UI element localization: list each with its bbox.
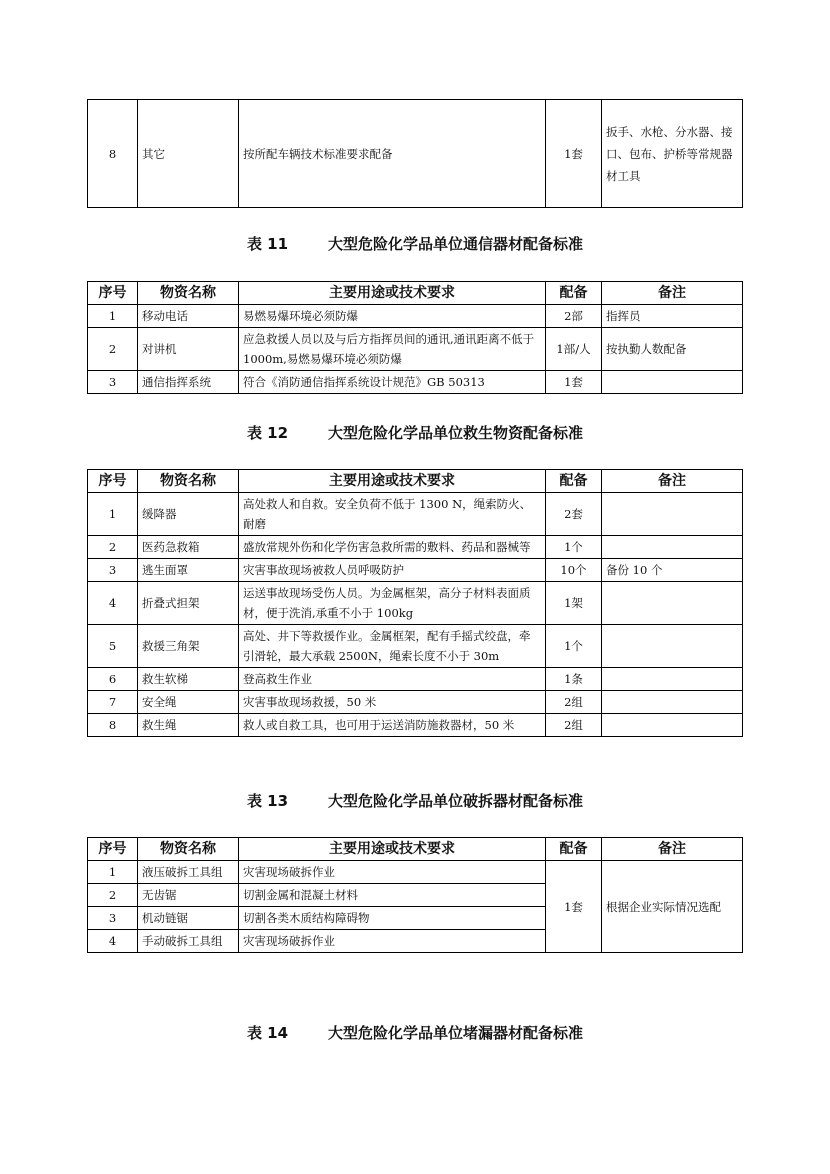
cell-desc: 灾害事故现场救援，50 米: [239, 691, 546, 714]
cell-no: 1: [88, 493, 138, 536]
cell-name: 手动破拆工具组: [138, 930, 239, 953]
cell-name: 救援三角架: [138, 625, 239, 668]
table-13-number: 表 13: [246, 792, 289, 810]
table-row: [88, 668, 743, 691]
header-desc: 主要用途或技术要求: [239, 282, 546, 305]
cell-qty: 1架: [546, 582, 602, 625]
cell-note: 根据企业实际情况选配: [602, 861, 743, 953]
table-11: [87, 281, 743, 394]
cell-desc: 登高救生作业: [239, 668, 546, 691]
cell-desc: 按所配车辆技术标准要求配备: [239, 100, 546, 208]
table-14-title: 大型危险化学品单位堵漏器材配备标准: [328, 1024, 584, 1042]
cell-no: 1: [88, 861, 138, 884]
cell-qty: 1套: [546, 371, 602, 394]
table-10-tail: [87, 99, 743, 208]
cell-qty: 1个: [546, 625, 602, 668]
cell-note: [602, 493, 743, 536]
cell-desc: 符合《消防通信指挥系统设计规范》GB 50313: [239, 371, 546, 394]
cell-no: 3: [88, 559, 138, 582]
cell-name: 液压破拆工具组: [138, 861, 239, 884]
header-note: 备注: [602, 838, 743, 861]
table-row: [88, 582, 743, 625]
cell-no: 3: [88, 907, 138, 930]
table-14-caption: [0, 1022, 830, 1043]
cell-qty: 2套: [546, 493, 602, 536]
table-11-title: 大型危险化学品单位通信器材配备标准: [328, 235, 584, 253]
cell-qty: 10个: [546, 559, 602, 582]
header-name: 物资名称: [138, 470, 239, 493]
header-desc: 主要用途或技术要求: [239, 470, 546, 493]
table-row: [88, 493, 743, 536]
table-13: [87, 837, 743, 953]
cell-no: 4: [88, 582, 138, 625]
table-13-caption: [0, 790, 830, 811]
cell-note: 指挥员: [602, 305, 743, 328]
cell-qty: 2组: [546, 691, 602, 714]
cell-name: 救生软梯: [138, 668, 239, 691]
cell-name: 折叠式担架: [138, 582, 239, 625]
cell-qty: 1条: [546, 668, 602, 691]
cell-desc: 高处救人和自救。安全负荷不低于 1300 N，绳索防火、耐磨: [239, 493, 546, 536]
cell-desc: 灾害事故现场被救人员呼吸防护: [239, 559, 546, 582]
table-row: [88, 559, 743, 582]
header-name: 物资名称: [138, 282, 239, 305]
cell-qty: 1个: [546, 536, 602, 559]
cell-name: 通信指挥系统: [138, 371, 239, 394]
cell-desc: 切割金属和混凝土材料: [239, 884, 546, 907]
cell-desc: 应急救援人员以及与后方指挥员间的通讯,通讯距离不低于 1000m,易燃易爆环境必须防爆: [239, 328, 546, 371]
table-13-title: 大型危险化学品单位破拆器材配备标准: [328, 792, 584, 810]
cell-no: 1: [88, 305, 138, 328]
header-qty: 配备: [546, 838, 602, 861]
table-12-caption: [0, 422, 830, 443]
table-row: [88, 861, 743, 884]
cell-note: [602, 536, 743, 559]
cell-qty: 2部: [546, 305, 602, 328]
header-no: 序号: [88, 470, 138, 493]
cell-note: 扳手、水枪、分水器、接口、包布、护桥等常规器材工具: [602, 100, 743, 208]
cell-no: 4: [88, 930, 138, 953]
table-row: [88, 100, 743, 208]
cell-name: 机动链锯: [138, 907, 239, 930]
table-row: [88, 536, 743, 559]
table-14-number: 表 14: [246, 1024, 289, 1042]
table-11-number: 表 11: [246, 235, 289, 253]
cell-no: 5: [88, 625, 138, 668]
cell-note: [602, 691, 743, 714]
cell-name: 对讲机: [138, 328, 239, 371]
cell-qty: 1套: [546, 100, 602, 208]
table-row: [88, 328, 743, 371]
cell-note: [602, 668, 743, 691]
table-header-row: [88, 838, 743, 861]
cell-desc: 盛放常规外伤和化学伤害急救所需的敷料、药品和器械等: [239, 536, 546, 559]
table-header-row: [88, 282, 743, 305]
cell-name: 其它: [138, 100, 239, 208]
header-note: 备注: [602, 282, 743, 305]
cell-note: 备份 10 个: [602, 559, 743, 582]
cell-no: 8: [88, 100, 138, 208]
table-12-title: 大型危险化学品单位救生物资配备标准: [328, 424, 584, 442]
table-11-caption: [0, 233, 830, 254]
cell-note: [602, 371, 743, 394]
cell-no: 3: [88, 371, 138, 394]
cell-no: 6: [88, 668, 138, 691]
header-qty: 配备: [546, 470, 602, 493]
header-no: 序号: [88, 282, 138, 305]
table-row: [88, 625, 743, 668]
cell-qty: 2组: [546, 714, 602, 737]
cell-qty: 1套: [546, 861, 602, 953]
cell-desc: 救人或自救工具，也可用于运送消防施救器材，50 米: [239, 714, 546, 737]
cell-no: 2: [88, 884, 138, 907]
cell-name: 安全绳: [138, 691, 239, 714]
cell-no: 8: [88, 714, 138, 737]
cell-desc: 易燃易爆环境必须防爆: [239, 305, 546, 328]
cell-name: 逃生面罩: [138, 559, 239, 582]
cell-name: 救生绳: [138, 714, 239, 737]
table-row: [88, 691, 743, 714]
cell-no: 2: [88, 536, 138, 559]
header-qty: 配备: [546, 282, 602, 305]
header-note: 备注: [602, 470, 743, 493]
header-no: 序号: [88, 838, 138, 861]
cell-note: 按执勤人数配备: [602, 328, 743, 371]
cell-note: [602, 625, 743, 668]
table-12: [87, 469, 743, 737]
header-name: 物资名称: [138, 838, 239, 861]
cell-desc: 灾害现场破拆作业: [239, 861, 546, 884]
cell-name: 缓降器: [138, 493, 239, 536]
cell-note: [602, 582, 743, 625]
table-row: [88, 371, 743, 394]
header-desc: 主要用途或技术要求: [239, 838, 546, 861]
cell-qty: 1部/人: [546, 328, 602, 371]
table-row: [88, 714, 743, 737]
cell-name: 移动电话: [138, 305, 239, 328]
cell-desc: 灾害现场破拆作业: [239, 930, 546, 953]
cell-desc: 运送事故现场受伤人员。为金属框架，高分子材料表面质材，便于洗消,承重不小于 100kg: [239, 582, 546, 625]
cell-note: [602, 714, 743, 737]
cell-name: 无齿锯: [138, 884, 239, 907]
table-header-row: [88, 470, 743, 493]
cell-desc: 高处、井下等救援作业。金属框架，配有手摇式绞盘，牵引滑轮，最大承载 2500N，绳索长度不小于 30m: [239, 625, 546, 668]
table-row: [88, 305, 743, 328]
cell-desc: 切割各类木质结构障碍物: [239, 907, 546, 930]
cell-no: 7: [88, 691, 138, 714]
cell-name: 医药急救箱: [138, 536, 239, 559]
cell-no: 2: [88, 328, 138, 371]
table-12-number: 表 12: [246, 424, 289, 442]
